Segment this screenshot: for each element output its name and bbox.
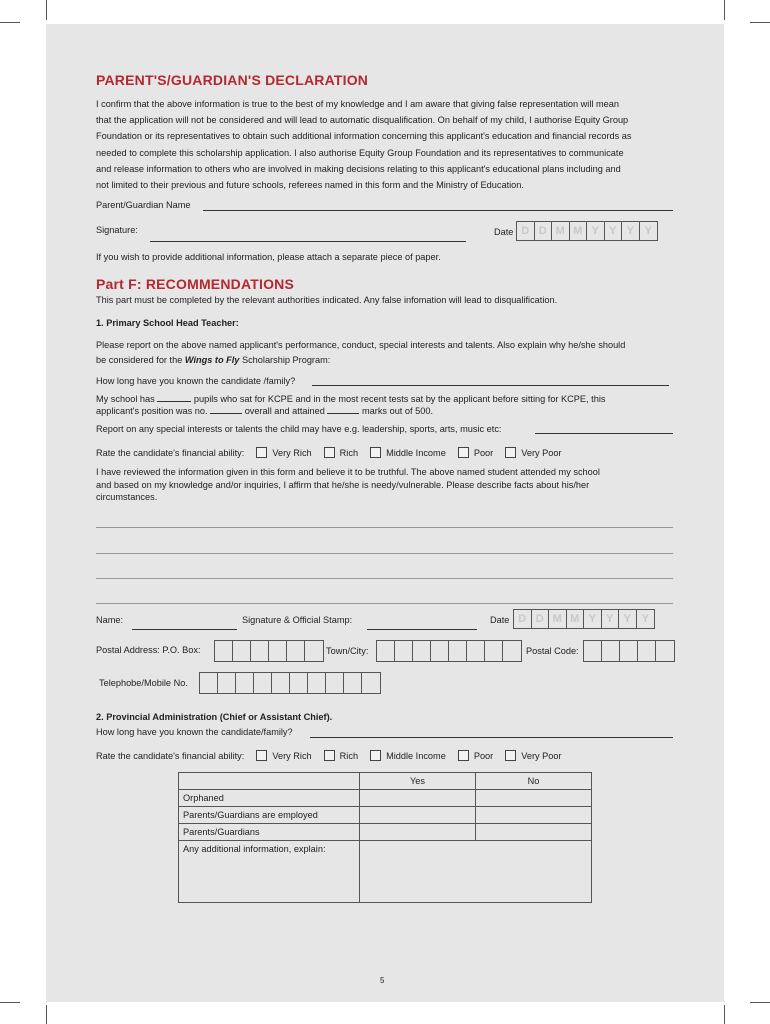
- date-label: Date: [490, 615, 510, 625]
- declaration-date-cells[interactable]: [516, 221, 658, 241]
- crop-mark: [0, 1002, 20, 1003]
- no-cell[interactable]: [476, 807, 592, 824]
- option-label: Very Poor: [521, 750, 562, 761]
- date-cell[interactable]: Y: [584, 610, 602, 628]
- position-line: [96, 405, 433, 416]
- town-cells[interactable]: [376, 640, 522, 662]
- no-cell[interactable]: [476, 824, 592, 841]
- input-cell[interactable]: [620, 641, 638, 661]
- input-cell[interactable]: [200, 673, 218, 693]
- position-field[interactable]: [210, 405, 242, 414]
- input-cell[interactable]: [344, 673, 362, 693]
- table-row: [179, 807, 592, 824]
- head-teacher-title: 1. Primary School Head Teacher:: [96, 318, 239, 328]
- interests-field[interactable]: [535, 433, 673, 434]
- yes-cell[interactable]: [360, 807, 476, 824]
- input-cell[interactable]: [236, 673, 254, 693]
- option-label: Very Poor: [521, 447, 562, 458]
- option-label: Rich: [339, 750, 359, 761]
- signature-label: Signature:: [96, 225, 138, 235]
- date-cell[interactable]: Y: [602, 610, 620, 628]
- table-header-yes: Yes: [360, 773, 476, 790]
- postal-code-label: Postal Code:: [526, 646, 579, 656]
- input-cell[interactable]: [431, 641, 449, 661]
- input-cell[interactable]: [218, 673, 236, 693]
- option-label: Very Rich: [272, 447, 312, 458]
- input-cell[interactable]: [233, 641, 251, 661]
- input-cell[interactable]: [503, 641, 521, 661]
- input-cell[interactable]: [638, 641, 656, 661]
- status-table: [178, 772, 592, 903]
- input-cell[interactable]: [485, 641, 503, 661]
- pupils-count-field[interactable]: [157, 393, 191, 402]
- yes-cell[interactable]: [360, 790, 476, 807]
- date-cell[interactable]: Y: [644, 225, 652, 237]
- option-label: Poor: [473, 447, 494, 458]
- row-label: Orphaned: [179, 790, 360, 807]
- rate-label: Rate the candidate's financial ability:: [96, 750, 245, 761]
- signature-field[interactable]: [150, 241, 466, 242]
- input-cell[interactable]: [290, 673, 308, 693]
- position-label: applicant's position was no.: [96, 406, 208, 416]
- po-box-cells[interactable]: [214, 640, 324, 662]
- checkbox-very-rich[interactable]: [256, 750, 267, 761]
- input-cell[interactable]: [305, 641, 323, 661]
- crop-mark: [724, 1005, 725, 1024]
- postal-address-label: Postal Address: P.O. Box:: [96, 645, 201, 655]
- signature-stamp-label: Signature & Official Stamp:: [242, 615, 353, 625]
- no-cell[interactable]: [476, 790, 592, 807]
- checkbox-middle-income[interactable]: [370, 750, 381, 761]
- input-cell[interactable]: [467, 641, 485, 661]
- circumstances-line[interactable]: [96, 603, 673, 604]
- declaration-text: I confirm that the above information is true to the best of my knowledge and I am aware that giving false representation will mean that the application will not be considered and will lead to automatic disqualification. On behalf of my child, I authorise Equity Group Foundation or its representatives to obtain such additional information concerning this applicant's education and financial records as needed to complete this scholarship application. I also authorise Equity Group Foundation and its representatives to communicate and release information to others who are involved in making decisions relating to this applicant's educational plans including and not limited to their previous and future schools, referees named in this form and the Ministry of Education.: [96, 99, 632, 191]
- telephone-label: Telephobe/Mobile No.: [99, 678, 188, 688]
- date-cell[interactable]: D: [532, 610, 550, 628]
- circumstances-line[interactable]: [96, 553, 673, 554]
- date-cell[interactable]: Y: [622, 222, 640, 240]
- input-cell[interactable]: [251, 641, 269, 661]
- reviewed-line-1: I have reviewed the information given in this form and believe it to be truthful. The above named student attended my school: [96, 467, 600, 477]
- school-has-text: pupils who sat for KCPE and in the most recent tests sat by the applicant before sitting for KCPE, this: [193, 394, 606, 404]
- input-cell[interactable]: [656, 641, 674, 661]
- circumstances-line[interactable]: [96, 578, 673, 579]
- option-label: Middle Income: [386, 750, 446, 761]
- table-header-cell: [179, 773, 360, 790]
- input-cell[interactable]: [602, 641, 620, 661]
- circumstances-line[interactable]: [96, 527, 673, 528]
- financial-rating-2: [96, 750, 562, 761]
- how-long-label: How long have you known the candidate /family?: [96, 376, 296, 386]
- option-label: Rich: [339, 447, 359, 458]
- date-cell[interactable]: Y: [605, 222, 623, 240]
- row-label: Parents/Guardians: [179, 824, 360, 841]
- provincial-title: 2. Provincial Administration (Chief or Assistant Chief).: [96, 712, 333, 722]
- school-has-line: [96, 393, 605, 404]
- input-cell[interactable]: [308, 673, 326, 693]
- crop-mark: [0, 22, 20, 23]
- checkbox-poor[interactable]: [458, 447, 469, 458]
- name-label: Name:: [96, 615, 124, 625]
- telephone-cells[interactable]: [199, 672, 381, 694]
- crop-mark: [750, 22, 770, 23]
- rate-label: Rate the candidate's financial ability:: [96, 447, 245, 458]
- reviewed-line-2: and based on my knowledge and/or inquiries, I affirm that he/she is needy/vulnerable. Please describe facts about his/her: [96, 480, 590, 490]
- input-cell[interactable]: [215, 641, 233, 661]
- date-cell[interactable]: M: [552, 222, 570, 240]
- checkbox-poor[interactable]: [458, 750, 469, 761]
- program-name: Wings to Fly: [184, 355, 240, 365]
- date-cell[interactable]: M: [567, 610, 585, 628]
- date-label: Date: [494, 227, 514, 237]
- checkbox-very-poor[interactable]: [505, 447, 516, 458]
- row-label: Parents/Guardians are employed: [179, 807, 360, 824]
- how-long-field[interactable]: [312, 385, 669, 386]
- input-cell[interactable]: [413, 641, 431, 661]
- guardian-name-field[interactable]: [203, 210, 673, 211]
- checkbox-middle-income[interactable]: [370, 447, 381, 458]
- additional-info-field[interactable]: [360, 841, 592, 903]
- financial-rating-1: [96, 447, 562, 458]
- date-cell[interactable]: D: [514, 610, 532, 628]
- table-row: [179, 824, 592, 841]
- page-number: 5: [380, 976, 385, 985]
- crop-mark: [750, 1002, 770, 1003]
- reviewed-line-3: circumstances.: [96, 492, 158, 502]
- checkbox-rich[interactable]: [324, 447, 335, 458]
- name-field[interactable]: [132, 629, 237, 630]
- table-header-no: No: [476, 773, 592, 790]
- table-header-row: [179, 773, 592, 790]
- checkbox-very-rich[interactable]: [256, 447, 267, 458]
- additional-note: If you wish to provide additional information, please attach a separate piece of paper.: [96, 252, 441, 262]
- marks-field[interactable]: [327, 405, 359, 414]
- option-label: Very Rich: [272, 750, 312, 761]
- attained-label: overall and attained: [244, 406, 325, 416]
- input-cell[interactable]: [269, 641, 287, 661]
- provincial-how-long-field[interactable]: [310, 737, 673, 738]
- date-cell[interactable]: D: [535, 222, 553, 240]
- yes-cell[interactable]: [360, 824, 476, 841]
- date-cell[interactable]: M: [549, 610, 567, 628]
- option-label: Middle Income: [386, 447, 446, 458]
- input-cell[interactable]: [326, 673, 344, 693]
- row-label: Any additional information, explain:: [179, 841, 360, 903]
- report-line-1: Please report on the above named applicant's performance, conduct, special interests and talents. Also explain why he/she should: [96, 340, 626, 350]
- date-cell[interactable]: Y: [587, 222, 605, 240]
- checkbox-very-poor[interactable]: [505, 750, 516, 761]
- input-cell[interactable]: [395, 641, 413, 661]
- part-f-intro: This part must be completed by the relevant authorities indicated. Any false infomation will lead to disqualification.: [96, 295, 558, 305]
- input-cell[interactable]: [272, 673, 290, 693]
- crop-mark: [46, 1005, 47, 1024]
- date-cell[interactable]: Y: [619, 610, 637, 628]
- part-f-heading: Part F: RECOMMENDATIONS: [96, 276, 295, 292]
- guardian-name-label: Parent/Guardian Name: [96, 200, 191, 210]
- interests-label: Report on any special interests or talents the child may have e.g. leadership, sports, arts, music etc:: [96, 424, 502, 434]
- provincial-how-long-label: How long have you known the candidate/family?: [96, 727, 293, 737]
- checkbox-rich[interactable]: [324, 750, 335, 761]
- input-cell[interactable]: [449, 641, 467, 661]
- date-cell[interactable]: Y: [641, 613, 649, 625]
- date-cell[interactable]: M: [570, 222, 588, 240]
- marks-label: marks out of 500.: [362, 406, 433, 416]
- table-row: [179, 790, 592, 807]
- input-cell[interactable]: [362, 673, 380, 693]
- town-label: Town/City:: [326, 646, 369, 656]
- table-row: [179, 841, 592, 903]
- report-line-2-post: Scholarship Program:: [239, 355, 331, 365]
- crop-mark: [46, 0, 47, 20]
- option-label: Poor: [473, 750, 494, 761]
- signature-stamp-field[interactable]: [367, 629, 477, 630]
- input-cell[interactable]: [377, 641, 395, 661]
- declaration-heading: PARENT'S/GUARDIAN'S DECLARATION: [96, 72, 369, 88]
- teacher-date-cells[interactable]: [513, 609, 655, 629]
- crop-mark: [724, 0, 725, 20]
- school-has-label: My school has: [96, 394, 155, 404]
- date-cell[interactable]: D: [517, 222, 535, 240]
- report-line-2: [96, 355, 330, 365]
- report-line-2-pre: be considered for the: [96, 355, 185, 365]
- input-cell[interactable]: [254, 673, 272, 693]
- input-cell[interactable]: [584, 641, 602, 661]
- input-cell[interactable]: [287, 641, 305, 661]
- postal-code-cells[interactable]: [583, 640, 675, 662]
